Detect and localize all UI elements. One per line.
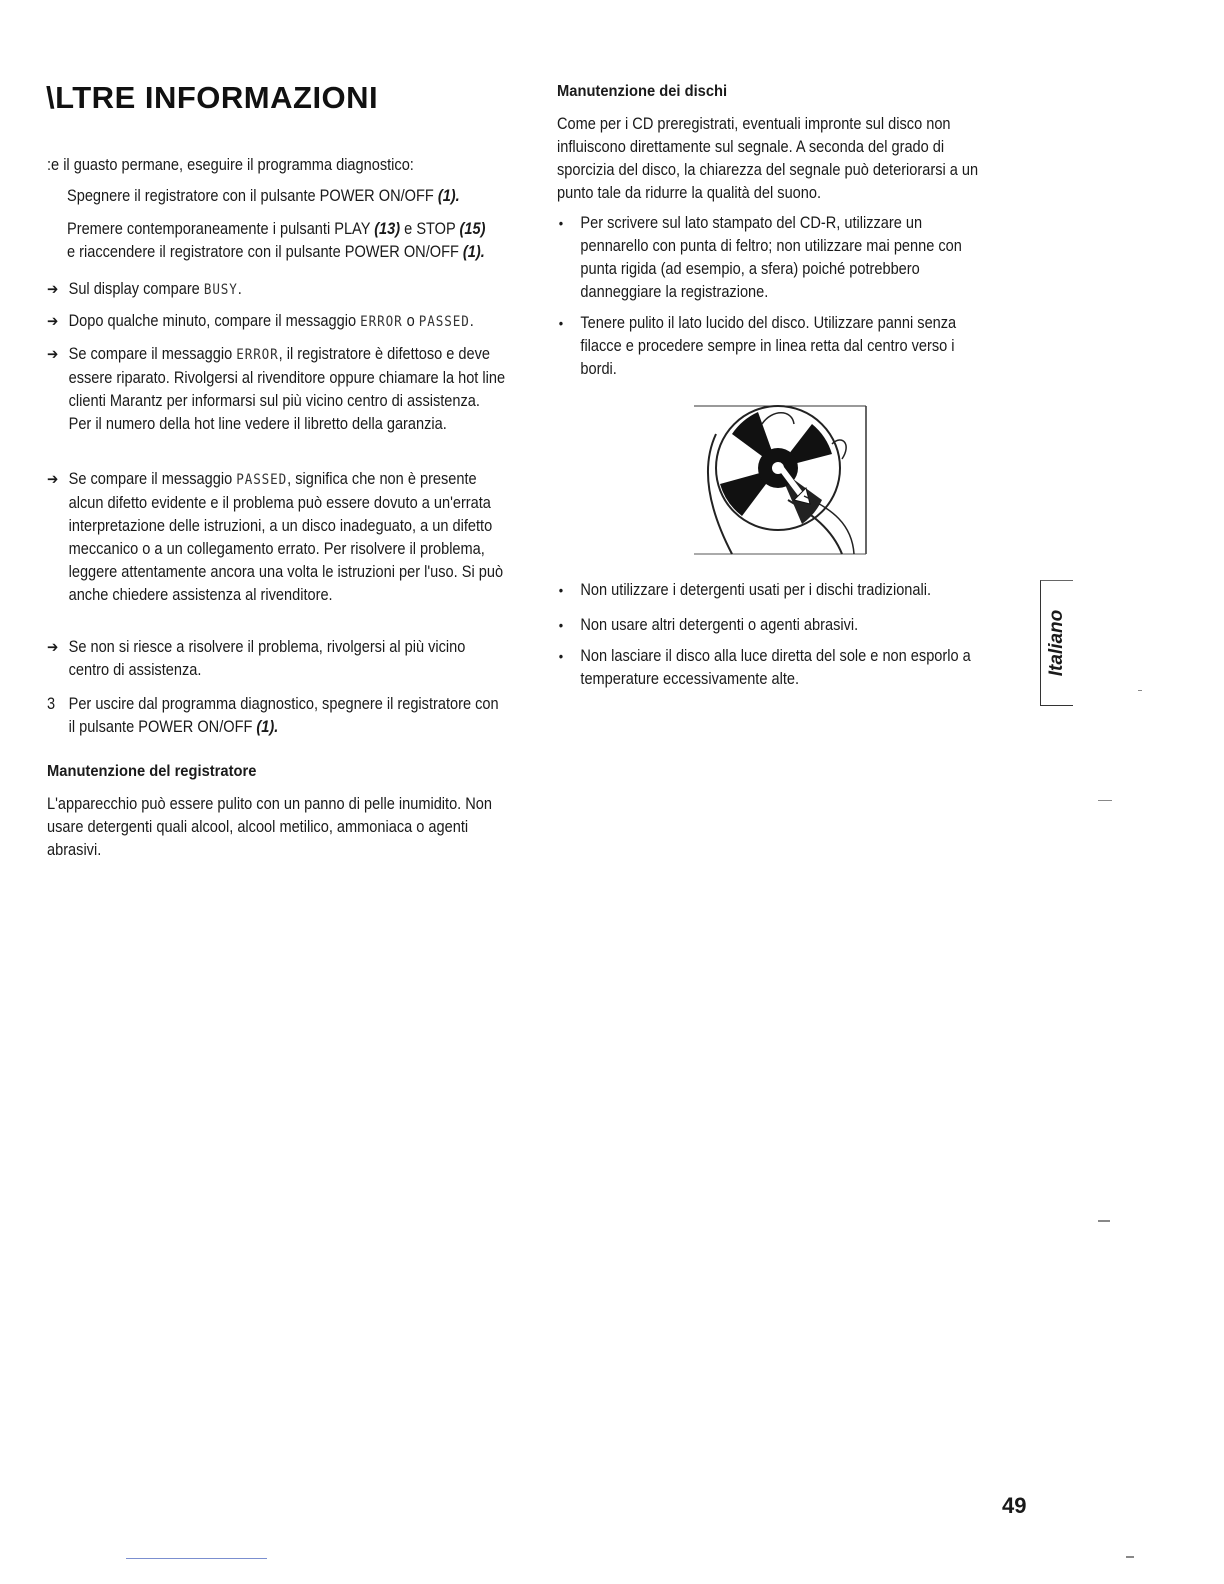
- lcd-busy: BUSY: [203, 282, 238, 298]
- diagnostic-intro: :e il guasto permane, eseguire il programma diagnostico:: [47, 156, 414, 174]
- list-item-text: Tenere pulito il lato lucido del disco. Utilizzare panni senza filacce e procedere sempre in linea retta dal centro verso i bordi.: [580, 314, 957, 378]
- list-item: [47, 468, 506, 607]
- bullet-dot-icon: •: [558, 617, 564, 633]
- disc-cleaning-illustration: [692, 404, 868, 556]
- lcd-error: ERROR: [360, 314, 403, 330]
- text-part: Se compare il messaggio: [68, 470, 233, 488]
- list-item: [557, 312, 989, 381]
- list-item-text: [69, 310, 474, 334]
- maint-dischi-intro: Come per i CD preregistrati, eventuali impronte sul disco non influiscono direttamente sul segnale. A seconda del grado di sporcizia del disco, la chiarezza del segnale può deteriorarsi a un punto tale da ridurre la qualità del suono.: [557, 115, 979, 202]
- section-heading-registratore: Manutenzione del registratore: [47, 763, 257, 780]
- page-title: \LTRE INFORMAZIONI: [46, 80, 379, 115]
- step-2-text-c: e riaccendere il registratore con il pulsante POWER ON/OFF: [67, 243, 459, 261]
- step-3-ref: (1).: [256, 718, 279, 736]
- list-item: [47, 310, 533, 334]
- text-part: .: [237, 280, 242, 298]
- text-part: o: [406, 312, 415, 330]
- list-item-text: Se non si riesce a risolvere il problema, rivolgersi al più vicino centro di assistenza.: [68, 638, 466, 679]
- bullet-dot-icon: •: [558, 582, 564, 598]
- right-arrow-icon: ➔: [47, 346, 59, 363]
- step-1: [67, 185, 535, 208]
- list-item-text: Per scrivere sul lato stampato del CD-R, utilizzare un pennarello con punta di feltro; non utilizzare mai penne con punta rigida (ad esempio, a sfera) poiché potrebbero danneggiare la registrazione.: [580, 214, 962, 301]
- step-3: [47, 693, 506, 739]
- list-item-text: Non lasciare il disco alla luce diretta del sole e non esporlo a temperature eccessivamente alte.: [580, 647, 971, 688]
- list-item: [557, 645, 998, 691]
- step-1-ref: (1).: [437, 187, 460, 205]
- list-item: [557, 579, 989, 602]
- text-part: Dopo qualche minuto, compare il messaggio: [68, 312, 357, 330]
- maint-registratore-text: L'apparecchio può essere pulito con un panno di pelle inumidito. Non usare detergenti quali alcool, alcool metilico, ammoniaca o agenti abrasivi.: [47, 795, 493, 859]
- text-part: , il registratore è difettoso e deve essere riparato. Rivolgersi al rivenditore oppure chiamare la hot line clienti Marantz per informarsi sul più vicino centro di assistenza. Per il numero della hot line vedere il libretto della garanzia.: [68, 345, 506, 433]
- right-arrow-icon: ➔: [47, 281, 59, 298]
- list-item: [47, 636, 506, 682]
- text-part: Se compare il messaggio: [68, 345, 233, 363]
- right-arrow-icon: ➔: [47, 313, 59, 330]
- disc-cleaning-drawing: [692, 404, 868, 556]
- list-item: [47, 343, 506, 436]
- list-item-text: [69, 278, 242, 302]
- bullet-dot-icon: •: [558, 315, 564, 331]
- list-item: [557, 212, 989, 304]
- scan-speck: [1098, 1220, 1110, 1222]
- step-1-text: Spegnere il registratore con il pulsante POWER ON/OFF: [67, 187, 434, 205]
- bullet-dot-icon: •: [558, 215, 564, 231]
- right-arrow-icon: ➔: [47, 639, 59, 656]
- step-2: [67, 218, 517, 264]
- list-item-text: Non usare altri detergenti o agenti abrasivi.: [580, 616, 859, 634]
- step-3-text: [69, 693, 506, 739]
- step-number: 3: [47, 695, 56, 713]
- list-item-text: [69, 468, 506, 607]
- step-2-text-b: e STOP: [404, 220, 456, 238]
- scan-speck: [1138, 690, 1142, 691]
- text-part: .: [469, 312, 474, 330]
- step-2-ref-play: (13): [374, 220, 401, 238]
- lcd-passed: PASSED: [418, 314, 470, 330]
- list-item: [557, 614, 989, 637]
- step-2-ref-power: (1).: [462, 243, 485, 261]
- scan-line: [126, 1558, 267, 1559]
- step-2-text-a: Premere contemporaneamente i pulsanti PLAY: [67, 220, 371, 238]
- section-heading-dischi: Manutenzione dei dischi: [557, 83, 728, 100]
- lcd-error: ERROR: [236, 347, 279, 363]
- scan-speck: [1126, 1556, 1134, 1558]
- list-item: [47, 278, 515, 302]
- text-part: Per uscire dal programma diagnostico, spegnere il registratore con il pulsante POWER ON/OFF: [68, 695, 499, 736]
- scan-speck: [1098, 800, 1112, 801]
- step-2-ref-stop: (15): [459, 220, 486, 238]
- text-part: Sul display compare: [68, 280, 200, 298]
- list-item-text: [69, 343, 506, 436]
- list-item-text: Non utilizzare i detergenti usati per i dischi tradizionali.: [580, 581, 932, 599]
- right-arrow-icon: ➔: [47, 471, 59, 488]
- language-tab: [1040, 580, 1073, 706]
- text-part: , significa che non è presente alcun difetto evidente e il problema può essere dovuto a un'errata interpretazione delle istruzioni, a un disco inadeguato, a un difetto meccanico o a un collegamento errato. Per risolvere il problema, leggere attentamente ancora una volta le istruzioni per l'uso. Si può anche chiedere assistenza al rivenditore.: [68, 470, 504, 604]
- bullet-dot-icon: •: [558, 648, 564, 664]
- language-tab-label: Italiano: [1046, 609, 1067, 677]
- page-number: 49: [1002, 1493, 1027, 1518]
- lcd-passed: PASSED: [236, 472, 288, 488]
